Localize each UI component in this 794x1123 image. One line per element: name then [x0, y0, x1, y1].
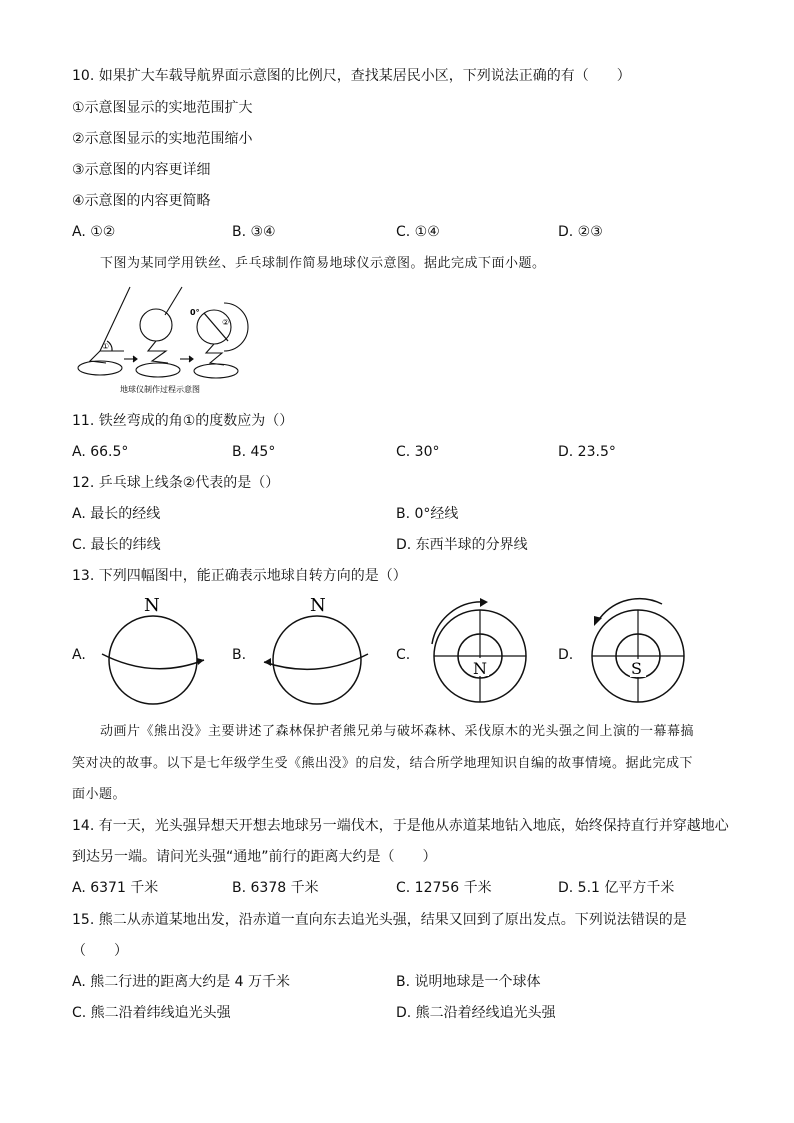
- base-2: [136, 363, 180, 377]
- equator-curve: [102, 654, 204, 669]
- q10-statement-1: ①示意图显示的实地范围扩大: [72, 100, 253, 116]
- arrow-right-icon: [197, 658, 204, 665]
- q12-option-d[interactable]: D. 东西半球的分界线: [396, 537, 528, 553]
- q12-option-a[interactable]: A. 最长的经线: [72, 506, 161, 522]
- q14-option-a[interactable]: A. 6371 千米: [72, 880, 159, 896]
- q10-option-a[interactable]: A. ①②: [72, 224, 116, 240]
- q10-statement-4: ④示意图的内容更简略: [72, 193, 211, 209]
- q10-stem: 10. 如果扩大车载导航界面示意图的比例尺，查找某居民小区，下列说法正确的有（ ）: [72, 68, 631, 84]
- rotation-diagram-b: [260, 594, 370, 706]
- ball-2: [140, 309, 172, 341]
- q12-option-b[interactable]: B. 0°经线: [396, 506, 459, 522]
- q10-option-c[interactable]: C. ①④: [396, 224, 440, 240]
- base-1: [78, 361, 122, 375]
- base-3: [194, 364, 238, 378]
- globe-making-figure: [72, 285, 242, 400]
- north-label: N: [310, 595, 326, 616]
- q13-stem: 13. 下列四幅图中，能正确表示地球自转方向的是（）: [72, 568, 407, 584]
- arrow-clockwise-icon: [480, 598, 488, 607]
- q10-statement-3: ③示意图的内容更详细: [72, 162, 211, 178]
- q14-option-c[interactable]: C. 12756 千米: [396, 880, 492, 896]
- figure-caption: 地球仪制作过程示意图: [120, 385, 200, 394]
- q10-statement-2: ②示意图显示的实地范围缩小: [72, 131, 253, 147]
- rotation-diagram-d: [586, 598, 690, 708]
- q13-option-a[interactable]: A.: [72, 647, 86, 663]
- q12-option-c[interactable]: C. 最长的纬线: [72, 537, 161, 553]
- globe-intro: 下图为某同学用铁丝、乒乓球制作简易地球仪示意图。据此完成下面小题。: [100, 256, 546, 271]
- rotation-diagram-c: [428, 598, 532, 708]
- q14-option-d[interactable]: D. 5.1 亿平方千米: [558, 880, 675, 896]
- q13-option-c[interactable]: C.: [396, 647, 411, 663]
- wire-meridian: [224, 303, 248, 351]
- q14-stem-line-2: 到达另一端。请问光头强“通地”前行的距离大约是（ ）: [72, 849, 437, 865]
- q11-option-b[interactable]: B. 45°: [232, 444, 276, 460]
- q11-option-a[interactable]: A. 66.5°: [72, 444, 129, 460]
- q12-stem: 12. 乒乓球上线条②代表的是（）: [72, 475, 280, 491]
- bear-intro-line-1: 动画片《熊出没》主要讲述了森林保护者熊兄弟与破坏森林、采伐原木的光头强之间上演的一幕幕搞: [100, 724, 695, 739]
- q11-option-c[interactable]: C. 30°: [396, 444, 440, 460]
- angle-mark: ①: [102, 342, 110, 351]
- q15-option-d[interactable]: D. 熊二沿着经线追光头强: [396, 1005, 556, 1021]
- q11-option-d[interactable]: D. 23.5°: [558, 444, 616, 460]
- south-pole-label: S: [631, 659, 642, 678]
- q10-option-d[interactable]: D. ②③: [558, 224, 603, 240]
- q14-stem-line-1: 14. 有一天，光头强异想天开想去地球另一端伐木，于是他从赤道某地钻入地底，始终保持直行并穿越地心: [72, 818, 729, 834]
- zero-degree-mark: 0°: [190, 308, 200, 317]
- q15-option-a[interactable]: A. 熊二行进的距离大约是 4 万千米: [72, 974, 291, 990]
- rotation-arc: [600, 599, 662, 618]
- q10-option-b[interactable]: B. ③④: [232, 224, 276, 240]
- north-label: N: [144, 595, 160, 616]
- north-pole-label: N: [473, 659, 487, 678]
- bear-intro-line-2: 笑对决的故事。以下是七年级学生受《熊出没》的启发，结合所学地理知识自编的故事情境。据此完成下: [72, 756, 694, 771]
- arrow-left-icon: [264, 658, 271, 666]
- line-mark: ②: [222, 318, 230, 327]
- q13-option-b[interactable]: B.: [232, 647, 247, 663]
- q11-stem: 11. 铁丝弯成的角①的度数应为（）: [72, 413, 294, 429]
- q14-option-b[interactable]: B. 6378 千米: [232, 880, 319, 896]
- equator-curve: [264, 654, 368, 669]
- q13-option-d[interactable]: D.: [558, 647, 574, 663]
- q15-option-b[interactable]: B. 说明地球是一个球体: [396, 974, 541, 990]
- q15-stem-line-1: 15. 熊二从赤道某地出发，沿赤道一直向东去追光头强，结果又回到了原出发点。下列说法错误的是: [72, 912, 687, 928]
- rotation-diagram-a: [98, 594, 208, 706]
- q15-stem-line-2: （ ）: [72, 943, 128, 959]
- bear-intro-line-3: 面小题。: [72, 787, 127, 802]
- rotation-arc: [432, 602, 484, 644]
- q15-option-c[interactable]: C. 熊二沿着纬线追光头强: [72, 1005, 231, 1021]
- wire-stand-2: [165, 287, 182, 315]
